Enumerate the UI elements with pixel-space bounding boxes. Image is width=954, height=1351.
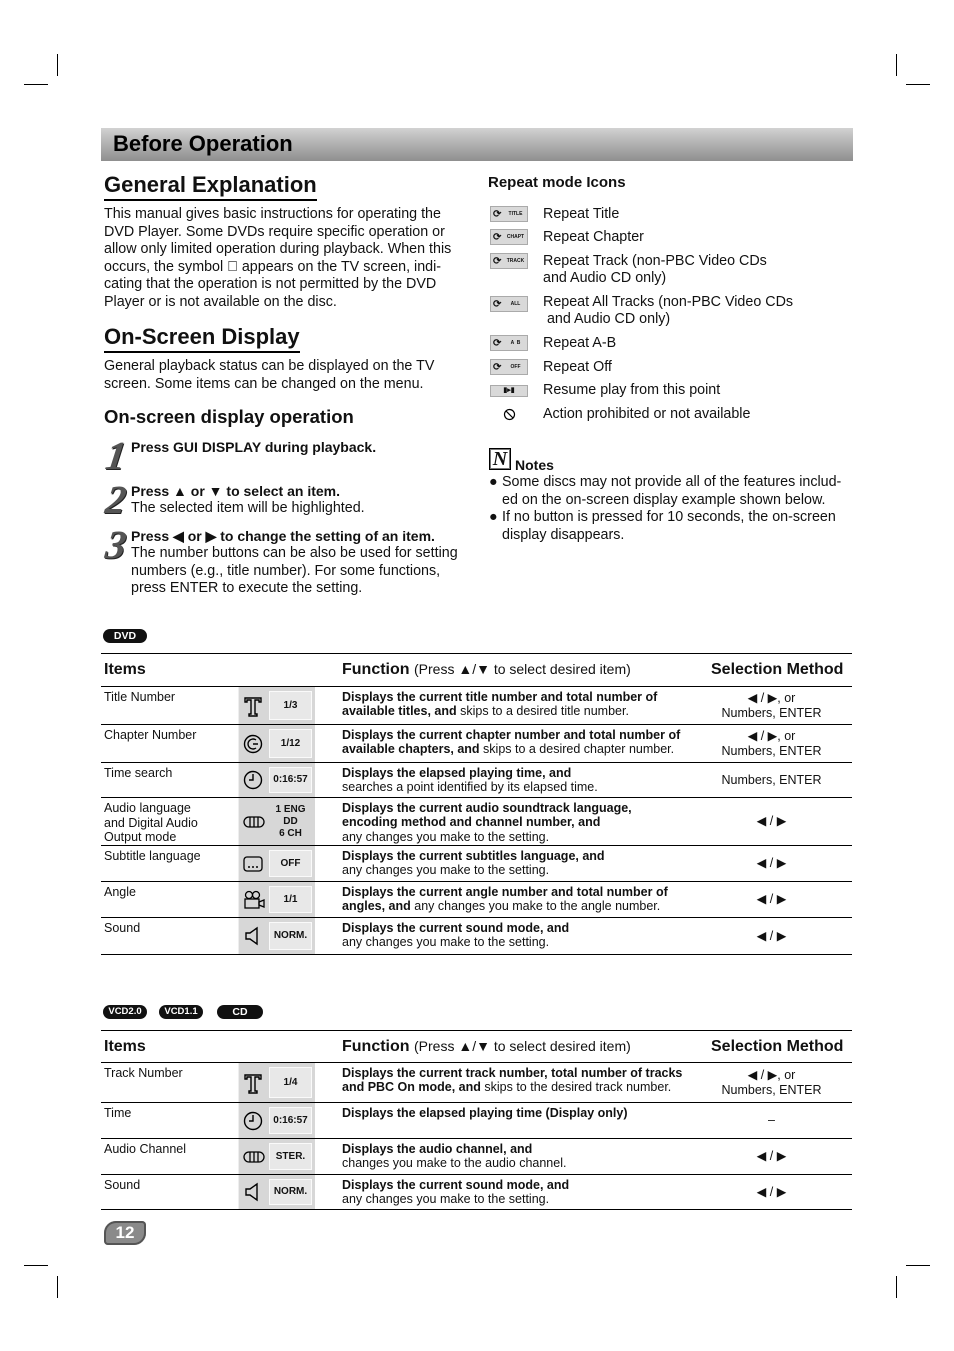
- text-line: General playback status can be displayed on the TV: [104, 358, 435, 374]
- selection-line: ◀ / ▶, or: [747, 691, 796, 706]
- text-line: screen. Some items can be changed on the menu.: [104, 375, 424, 392]
- item-name: [104, 1066, 234, 1081]
- title-icon: [243, 1072, 263, 1094]
- repeat-mode-label: [543, 294, 793, 328]
- repeat-mode-label: Resume play from this point: [543, 382, 721, 398]
- text-line: Some discs may not provide all of the features includ-: [502, 474, 842, 490]
- selection-method: [691, 1139, 852, 1174]
- selection-method: [691, 725, 852, 762]
- function-description: [342, 921, 687, 950]
- table-row: [101, 918, 852, 955]
- selection-line: ◀ / ▶, or: [747, 729, 796, 744]
- repeat-mode-label: [543, 253, 767, 287]
- crop-mark: [896, 1276, 897, 1298]
- osd-panel: [238, 1063, 315, 1102]
- item-line: and Digital Audio: [104, 815, 198, 830]
- cd-badge: CD: [217, 1005, 263, 1019]
- table-rule: [101, 954, 852, 955]
- function-bold: Displays the current subtitles language, and: [342, 849, 605, 863]
- repeat-mode-label: Repeat Title: [543, 206, 620, 222]
- osd-value: [269, 1107, 312, 1134]
- function-bold: Displays the current angle number and total number of: [342, 885, 668, 899]
- section-banner: [101, 128, 853, 161]
- osd-value: [269, 691, 312, 720]
- function-description: [342, 849, 687, 878]
- function-description: [342, 1142, 687, 1171]
- on-screen-display-title: On-Screen Display: [104, 324, 300, 353]
- selection-line: ◀ / ▶: [756, 892, 787, 907]
- table-rule: [101, 653, 852, 654]
- function-bold: Displays the current title number and total number of: [342, 690, 658, 704]
- repeat-mode-title: Repeat mode Icons: [488, 174, 626, 191]
- selection-line: Numbers, ENTER: [721, 1082, 822, 1097]
- osd-operation-title: On-screen display operation: [104, 406, 354, 427]
- table-row: [101, 1139, 852, 1175]
- text-line: and Audio CD only): [543, 270, 667, 286]
- function-rest: changes you make to the audio channel.: [342, 1156, 567, 1171]
- function-bold: Displays the current chapter number and total number of: [342, 728, 681, 742]
- resume-icon: [490, 385, 528, 397]
- item-line: Subtitle language: [104, 849, 201, 863]
- icon-label: ALL: [510, 301, 521, 307]
- table-row: [101, 1103, 852, 1139]
- repeat-mode-label: Repeat Chapter: [543, 229, 644, 245]
- function-bold-cont: and PBC On mode, and: [342, 1080, 481, 1095]
- repeat-title-icon: ⟳ TITLE: [490, 206, 528, 222]
- general-explanation-text: [104, 206, 451, 312]
- function-label: Function: [342, 1038, 410, 1055]
- selection-method: [691, 846, 852, 881]
- col-header-items: Items: [104, 1038, 146, 1055]
- osd-panel: [238, 1175, 315, 1209]
- text-line: DVD Player. Some DVDs require specific operation or: [104, 223, 445, 240]
- table-rule: [101, 1030, 852, 1031]
- notes-icon: N: [489, 448, 511, 470]
- crop-mark: [57, 1276, 58, 1298]
- osd-value-line: 0:16:57: [273, 774, 308, 785]
- function-description: [342, 728, 687, 757]
- audio-icon: [243, 811, 263, 833]
- item-name: [104, 849, 234, 864]
- item-line: Audio Channel: [104, 1142, 187, 1156]
- osd-panel: [238, 687, 315, 724]
- selection-method: [691, 1063, 852, 1102]
- selection-method: [691, 882, 852, 917]
- step-instruction: Press ◀ or ▶ to change the setting of an item.: [131, 528, 435, 544]
- text-line: ed on the on-screen display example shown below.: [502, 491, 826, 508]
- col-header-selection: Selection Method: [711, 1038, 844, 1055]
- item-name: [104, 690, 234, 705]
- vcd11-badge: VCD1.1: [159, 1005, 203, 1019]
- table-row: [101, 1175, 852, 1210]
- icon-label: TITLE: [508, 211, 523, 217]
- vcd20-badge: VCD2.0: [103, 1005, 147, 1019]
- osd-panel: [238, 918, 315, 954]
- selection-method: [691, 763, 852, 797]
- osd-value: [269, 1143, 312, 1170]
- text-line: allow only limited operation during playback. When this: [104, 241, 452, 258]
- crop-mark: [896, 54, 897, 76]
- item-name: [104, 728, 234, 743]
- col-header-selection: Selection Method: [711, 661, 844, 678]
- item-name: [104, 766, 234, 781]
- osd-panel: [238, 1139, 315, 1174]
- item-line: Title Number: [104, 690, 176, 704]
- osd-value-line: 6 CH: [279, 827, 302, 839]
- function-bold-cont: angles, and: [342, 899, 411, 914]
- selection-line: ◀ / ▶: [756, 1149, 787, 1164]
- function-description: [342, 1178, 687, 1207]
- function-note: (Press ▲/▼ to select desired item): [414, 661, 631, 677]
- on-screen-display-text: [104, 358, 434, 393]
- osd-value: [269, 802, 312, 841]
- icon-label: OFF: [510, 364, 521, 370]
- function-rest: skips to the desired track number.: [480, 1080, 672, 1095]
- selection-line: ◀ / ▶: [756, 856, 787, 871]
- repeat-track-icon: ⟳ TRACK: [490, 253, 528, 269]
- function-description: [342, 766, 687, 795]
- text-line: cating that the operation is not permitted by the DVD: [104, 276, 437, 293]
- icon-label: TRACK: [506, 258, 525, 264]
- table-row: [101, 798, 852, 846]
- col-header-function: [342, 661, 631, 679]
- step-detail: [131, 545, 458, 598]
- function-rest: any changes you make to the setting.: [342, 863, 550, 878]
- selection-line: Numbers, ENTER: [721, 743, 822, 758]
- camera-icon: [243, 889, 263, 911]
- text-line: Player or is not available on the disc.: [104, 293, 337, 310]
- selection-line: ◀ / ▶: [756, 1184, 787, 1199]
- item-name: [104, 885, 234, 900]
- item-line: Audio language: [104, 801, 191, 815]
- step-number: 1: [102, 433, 130, 478]
- text-line: occurs, the symbol ⃠ appears on the TV screen, indi-: [104, 258, 442, 275]
- function-description: [342, 1066, 687, 1095]
- osd-value-line: 1/12: [280, 737, 301, 749]
- bullet-icon: ●: [489, 509, 498, 525]
- prohibited-icon: [503, 406, 516, 425]
- repeat-chapter-icon: ⟳ CHAPT: [490, 229, 528, 245]
- function-rest: skips to a desired chapter number.: [479, 742, 675, 757]
- osd-value: [269, 850, 312, 877]
- table-row: [101, 1063, 852, 1103]
- function-bold-cont: available chapters, and: [342, 742, 480, 757]
- crop-mark: [24, 1265, 48, 1266]
- selection-line: Numbers, ENTER: [721, 705, 822, 720]
- item-line: Angle: [104, 885, 136, 899]
- function-description: [342, 690, 687, 719]
- osd-value-line: 1/4: [283, 1076, 298, 1088]
- icon-label: CHAPT: [506, 234, 525, 240]
- osd-value: [269, 1179, 312, 1205]
- item-name: [104, 1106, 234, 1121]
- function-label: Function: [342, 661, 410, 678]
- item-line: Track Number: [104, 1066, 183, 1080]
- osd-value: [269, 729, 312, 758]
- function-description: [342, 1106, 687, 1120]
- function-bold: Displays the current sound mode, and: [342, 921, 570, 935]
- selection-line: Numbers, ENTER: [721, 772, 822, 787]
- cd-display-table: [101, 1030, 852, 1211]
- crop-mark: [906, 1265, 930, 1266]
- crop-mark: [906, 84, 930, 85]
- step-number: 2: [102, 477, 130, 522]
- repeat-mode-label: Repeat Off: [543, 359, 612, 375]
- osd-value-line: OFF: [280, 857, 301, 869]
- osd-value: [269, 886, 312, 913]
- function-rest: searches a point identified by its elapsed time.: [342, 780, 598, 795]
- function-rest: skips to a desired title number.: [456, 704, 629, 719]
- page-number: 12: [104, 1221, 146, 1245]
- selection-line: ◀ / ▶: [756, 814, 787, 829]
- osd-value-line: 1/3: [283, 699, 298, 711]
- table-rule: [101, 1209, 852, 1210]
- osd-panel: [238, 882, 315, 917]
- step-detail: The selected item will be highlighted.: [131, 500, 365, 516]
- table-row: [101, 846, 852, 882]
- osd-panel: [238, 725, 315, 762]
- table-row: [101, 725, 852, 763]
- osd-value-line: DD: [283, 815, 298, 827]
- repeat-mode-label: Repeat A-B: [543, 335, 617, 351]
- bullet-icon: ●: [489, 474, 498, 490]
- dvd-badge: DVD: [103, 629, 147, 643]
- table-row: [101, 882, 852, 918]
- osd-panel: [238, 1103, 315, 1138]
- function-bold: Displays the current track number, total number of tracks: [342, 1066, 683, 1080]
- function-description: [342, 885, 687, 914]
- selection-method: [691, 687, 852, 724]
- dvd-display-table: [101, 653, 852, 956]
- subtitle-icon: [243, 853, 263, 875]
- text-line: This manual gives basic instructions for operating the: [104, 206, 441, 222]
- repeat-all-icon: ⟳ ALL: [490, 296, 528, 312]
- function-rest: any changes you make to the setting.: [342, 935, 550, 950]
- clock-icon: [243, 1110, 263, 1132]
- item-line: Output mode: [104, 830, 177, 844]
- repeat-mode-label: Action prohibited or not available: [543, 406, 751, 422]
- osd-value-line: 1 ENG: [275, 803, 306, 815]
- text-line: numbers (e.g., title number). For some functions,: [131, 562, 441, 579]
- speaker-icon: [243, 925, 263, 947]
- item-line: Chapter Number: [104, 728, 197, 742]
- selection-method: [691, 1103, 852, 1138]
- selection-method: [691, 1175, 852, 1209]
- function-bold-cont: available titles, and: [342, 704, 457, 719]
- osd-value-line: 1/1: [283, 893, 298, 905]
- repeat-ab-icon: ⟳ A B: [490, 335, 528, 351]
- function-bold: Displays the elapsed playing time (Display only): [342, 1106, 628, 1120]
- icon-label: ▮▸▮: [503, 387, 515, 394]
- function-note: (Press ▲/▼ to select desired item): [414, 1038, 631, 1054]
- osd-value-line: 0:16:57: [273, 1114, 308, 1126]
- chapter-icon: [243, 733, 263, 755]
- selection-line: –: [768, 1113, 775, 1128]
- step-instruction: Press GUI DISPLAY during playback.: [131, 439, 377, 455]
- osd-value: [269, 922, 312, 950]
- item-name: [104, 801, 234, 845]
- function-rest: any changes you make to the setting.: [342, 829, 550, 844]
- clock-icon: [243, 769, 263, 791]
- selection-line: ◀ / ▶, or: [747, 1068, 796, 1083]
- selection-line: ◀ / ▶: [756, 928, 787, 943]
- step-instruction: Press ▲ or ▼ to select an item.: [131, 483, 341, 499]
- function-bold: Displays the elapsed playing time, and: [342, 766, 572, 780]
- repeat-off-icon: ⟳ OFF: [490, 359, 528, 375]
- function-description: [342, 801, 687, 844]
- item-name: [104, 1178, 234, 1193]
- table-row: [101, 763, 852, 798]
- item-name: [104, 1142, 234, 1157]
- function-bold: Displays the current sound mode, and: [342, 1178, 570, 1192]
- crop-mark: [24, 84, 48, 85]
- speaker-icon: [243, 1181, 263, 1203]
- osd-panel: [238, 846, 315, 881]
- osd-value-line: NORM.: [273, 1186, 308, 1197]
- osd-value-line: STER.: [275, 1150, 306, 1162]
- osd-value-line: NORM.: [273, 930, 308, 941]
- title-icon: [243, 695, 263, 717]
- function-rest: any changes you make to the setting.: [342, 1192, 550, 1207]
- audio-icon: [243, 1146, 263, 1168]
- item-line: Time search: [104, 766, 173, 780]
- table-row: [101, 687, 852, 725]
- col-header-function: [342, 1038, 631, 1056]
- item-name: [104, 921, 234, 936]
- osd-panel: [238, 763, 315, 797]
- banner-title: Before Operation: [113, 131, 293, 156]
- notes-title: Notes: [515, 457, 554, 473]
- item-line: Sound: [104, 1178, 141, 1192]
- function-bold: Displays the current audio soundtrack language, encoding method and channel number, and: [342, 801, 632, 830]
- text-line: press ENTER to execute the setting.: [131, 580, 363, 597]
- osd-value: [269, 767, 312, 793]
- text-line: Repeat All Tracks (non-PBC Video CDs: [543, 294, 794, 310]
- text-line: and Audio CD only): [543, 311, 671, 327]
- osd-value: [269, 1067, 312, 1098]
- general-explanation-title: General Explanation: [104, 172, 317, 201]
- item-line: Time: [104, 1106, 132, 1120]
- osd-panel: [238, 798, 315, 845]
- step-number: 3: [102, 522, 130, 567]
- function-rest: any changes you make to the angle number.: [410, 899, 661, 914]
- text-line: display disappears.: [502, 526, 625, 543]
- text-line: If no button is pressed for 10 seconds, the on-screen: [502, 509, 836, 525]
- item-line: Sound: [104, 921, 141, 935]
- function-bold: Displays the audio channel, and: [342, 1142, 533, 1156]
- text-line: Repeat Track (non-PBC Video CDs: [543, 253, 767, 269]
- text-line: The number buttons can be also be used for setting: [131, 545, 458, 561]
- crop-mark: [57, 54, 58, 76]
- col-header-items: Items: [104, 661, 146, 678]
- icon-label: A B: [510, 340, 521, 346]
- selection-method: [691, 798, 852, 845]
- selection-method: [691, 918, 852, 954]
